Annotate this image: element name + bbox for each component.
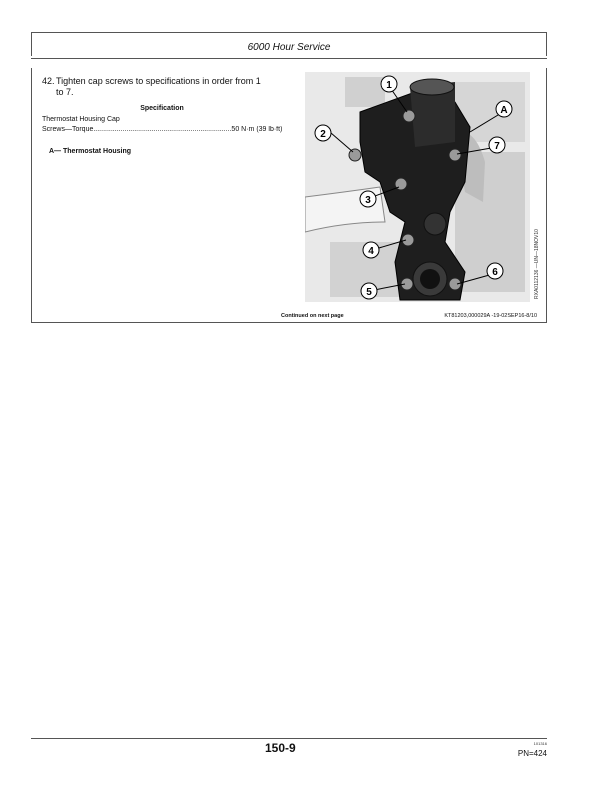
pn-number: PN=424: [517, 749, 547, 758]
step-text-line1: Tighten cap screws to specifications in order from 1: [56, 76, 261, 86]
callout-7: 7: [494, 141, 500, 152]
footer-rule: [31, 738, 547, 739]
page-number: 150-9: [265, 741, 296, 755]
figure-code: RXA0112136 —UN—18NOV10: [534, 229, 540, 299]
callout-a: A: [500, 105, 508, 116]
callout-2: 2: [320, 129, 326, 140]
header-rule-top: [31, 32, 547, 33]
callout-1: 1: [386, 80, 392, 91]
continued-note: Continued on next page: [281, 313, 344, 319]
step-text-line2: to 7.: [56, 87, 74, 97]
thermostat-housing-figure: [305, 72, 530, 302]
header-rule-bottom: [31, 58, 547, 59]
spec-torque-line: Screws—Torque.......................................................................50 N·m (39 lb·ft): [42, 126, 283, 133]
spec-item: Thermostat Housing Cap: [42, 116, 120, 123]
spec-heading: Specification: [140, 105, 184, 112]
step-number: 42.: [42, 76, 55, 86]
callout-5: 5: [366, 287, 372, 298]
legend-a: A— Thermostat Housing: [49, 148, 132, 155]
callout-3: 3: [365, 195, 371, 206]
date-code: 101316: [533, 741, 547, 746]
reference-code: KT81203,000029A -19-02SEP16-8/10: [444, 313, 537, 319]
page-title: 6000 Hour Service: [247, 42, 331, 53]
callout-6: 6: [492, 267, 498, 278]
callout-4: 4: [368, 246, 374, 257]
step-instruction: [42, 76, 282, 98]
